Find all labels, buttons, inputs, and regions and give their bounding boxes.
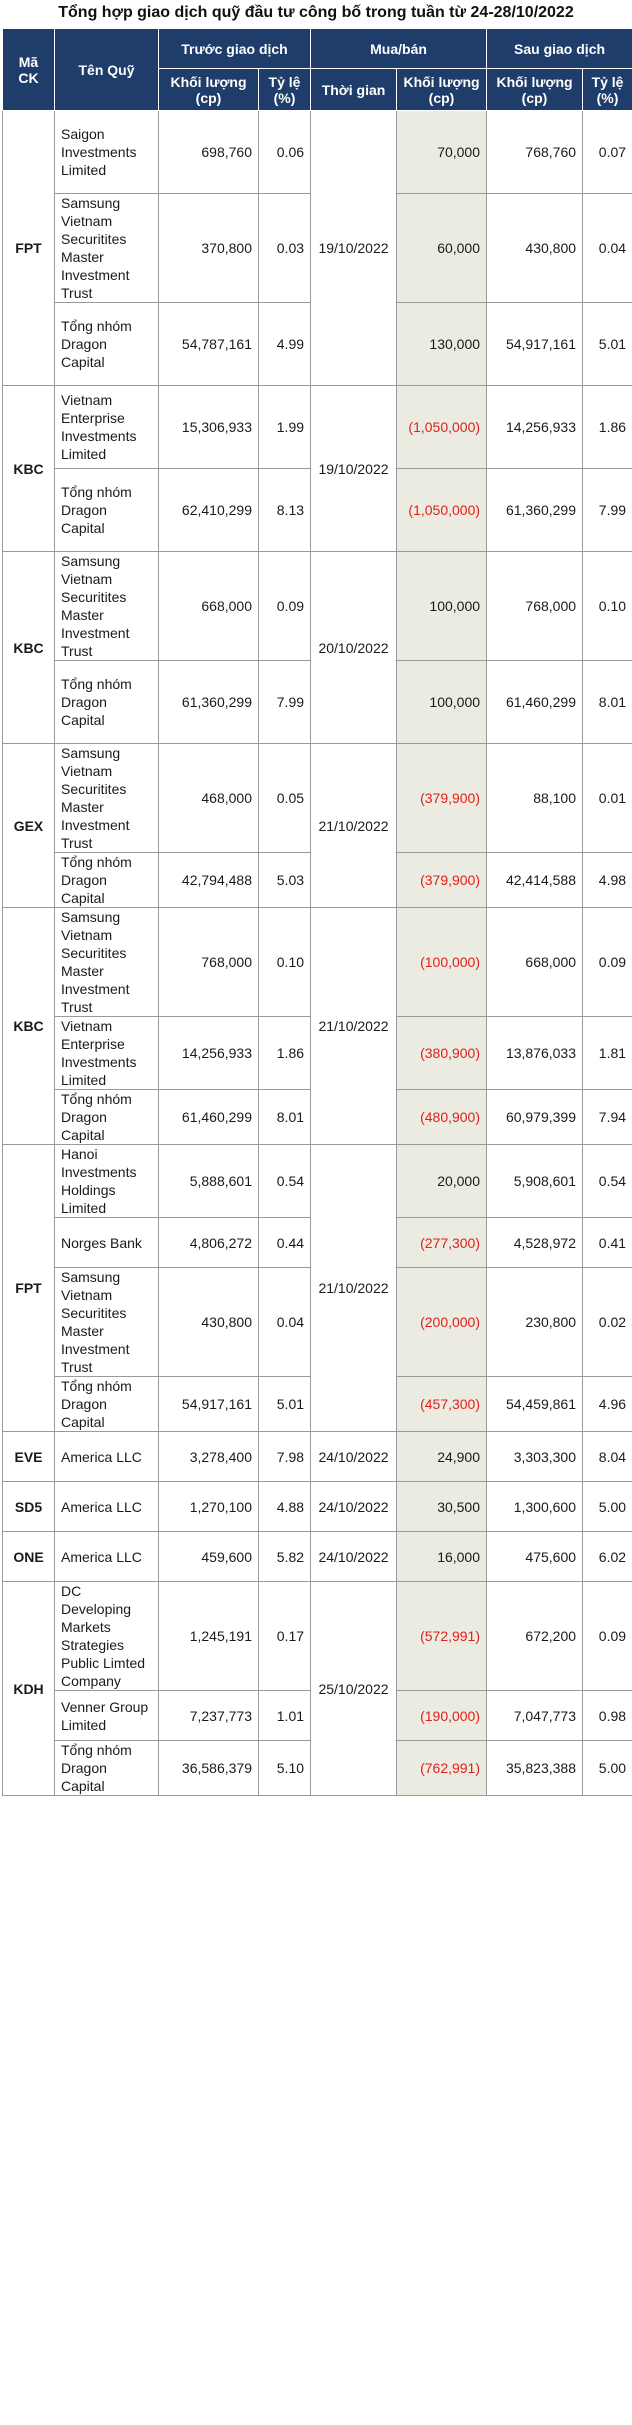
ticker-cell: KBC (3, 552, 55, 744)
after-ratio-cell: 0.04 (583, 194, 632, 303)
table-row (3, 1482, 632, 1532)
after-volume-cell: 768,000 (487, 552, 583, 661)
after-volume-cell: 88,100 (487, 744, 583, 853)
before-ratio-cell: 5.03 (259, 853, 311, 908)
ticker-cell: ONE (3, 1532, 55, 1582)
fund-name-cell: Tổng nhóm Dragon Capital (55, 1377, 159, 1432)
trade-volume-cell: (480,900) (397, 1090, 487, 1145)
after-volume-cell: 1,300,600 (487, 1482, 583, 1532)
before-ratio-cell: 7.99 (259, 661, 311, 744)
trade-volume-cell: (380,900) (397, 1017, 487, 1090)
fund-name-cell: DC Developing Markets Strategies Public Limted Company (55, 1582, 159, 1691)
fund-transactions-table (2, 28, 632, 1796)
after-volume-cell: 14,256,933 (487, 386, 583, 469)
trade-date-cell: 24/10/2022 (311, 1482, 397, 1532)
table-row (3, 1582, 632, 1691)
after-ratio-cell: 5.00 (583, 1741, 632, 1796)
after-ratio-cell: 0.07 (583, 111, 632, 194)
fund-name-cell: Tổng nhóm Dragon Capital (55, 303, 159, 386)
after-ratio-cell: 1.86 (583, 386, 632, 469)
before-volume-cell: 430,800 (159, 1268, 259, 1377)
header-thoi-gian: Thời gian (311, 69, 397, 111)
fund-name-cell: Tổng nhóm Dragon Capital (55, 853, 159, 908)
after-volume-cell: 61,360,299 (487, 469, 583, 552)
after-volume-cell: 672,200 (487, 1582, 583, 1691)
table-row (3, 908, 632, 1017)
before-volume-cell: 42,794,488 (159, 853, 259, 908)
trade-volume-cell: 16,000 (397, 1532, 487, 1582)
before-ratio-cell: 1.86 (259, 1017, 311, 1090)
after-volume-cell: 5,908,601 (487, 1145, 583, 1218)
fund-name-cell: Samsung Vietnam Securitites Master Investment Trust (55, 194, 159, 303)
header-sau-giao-dich: Sau giao dịch (487, 29, 632, 69)
trade-volume-cell: 70,000 (397, 111, 487, 194)
before-ratio-cell: 1.01 (259, 1691, 311, 1741)
trade-date-cell: 21/10/2022 (311, 1145, 397, 1432)
fund-name-cell: Venner Group Limited (55, 1691, 159, 1741)
after-volume-cell: 475,600 (487, 1532, 583, 1582)
table-row (3, 1432, 632, 1482)
fund-name-cell: Samsung Vietnam Securitites Master Investment Trust (55, 552, 159, 661)
trade-volume-cell: (200,000) (397, 1268, 487, 1377)
before-ratio-cell: 0.17 (259, 1582, 311, 1691)
before-volume-cell: 54,787,161 (159, 303, 259, 386)
before-ratio-cell: 4.99 (259, 303, 311, 386)
fund-name-cell: Vietnam Enterprise Investments Limited (55, 1017, 159, 1090)
before-volume-cell: 1,270,100 (159, 1482, 259, 1532)
trade-date-cell: 24/10/2022 (311, 1532, 397, 1582)
after-ratio-cell: 0.54 (583, 1145, 632, 1218)
fund-name-cell: Tổng nhóm Dragon Capital (55, 1090, 159, 1145)
before-volume-cell: 3,278,400 (159, 1432, 259, 1482)
after-volume-cell: 4,528,972 (487, 1218, 583, 1268)
before-volume-cell: 62,410,299 (159, 469, 259, 552)
trade-date-cell: 20/10/2022 (311, 552, 397, 744)
before-ratio-cell: 0.06 (259, 111, 311, 194)
before-ratio-cell: 0.54 (259, 1145, 311, 1218)
ticker-cell: KBC (3, 386, 55, 552)
after-ratio-cell: 5.01 (583, 303, 632, 386)
header-ty-le-sau: Tỷ lệ (%) (583, 69, 632, 111)
before-volume-cell: 4,806,272 (159, 1218, 259, 1268)
ticker-cell: KDH (3, 1582, 55, 1796)
after-ratio-cell: 0.09 (583, 908, 632, 1017)
after-ratio-cell: 5.00 (583, 1482, 632, 1532)
trade-volume-cell: (457,300) (397, 1377, 487, 1432)
after-ratio-cell: 0.41 (583, 1218, 632, 1268)
trade-date-cell: 24/10/2022 (311, 1432, 397, 1482)
fund-name-cell: America LLC (55, 1432, 159, 1482)
header-khoi-luong-mua-ban: Khối lượng (cp) (397, 69, 487, 111)
table-row (3, 1145, 632, 1218)
before-volume-cell: 7,237,773 (159, 1691, 259, 1741)
before-volume-cell: 15,306,933 (159, 386, 259, 469)
header-ma-ck: Mã CK (3, 29, 55, 111)
after-volume-cell: 230,800 (487, 1268, 583, 1377)
before-volume-cell: 468,000 (159, 744, 259, 853)
trade-volume-cell: 30,500 (397, 1482, 487, 1532)
trade-volume-cell: (762,991) (397, 1741, 487, 1796)
fund-name-cell: Tổng nhóm Dragon Capital (55, 661, 159, 744)
after-volume-cell: 430,800 (487, 194, 583, 303)
before-ratio-cell: 5.82 (259, 1532, 311, 1582)
before-volume-cell: 61,460,299 (159, 1090, 259, 1145)
ticker-cell: EVE (3, 1432, 55, 1482)
trade-volume-cell: (277,300) (397, 1218, 487, 1268)
before-volume-cell: 36,586,379 (159, 1741, 259, 1796)
after-volume-cell: 42,414,588 (487, 853, 583, 908)
table-row (3, 744, 632, 853)
before-volume-cell: 370,800 (159, 194, 259, 303)
ticker-cell: SD5 (3, 1482, 55, 1532)
fund-name-cell: Samsung Vietnam Securitites Master Investment Trust (55, 908, 159, 1017)
before-volume-cell: 61,360,299 (159, 661, 259, 744)
header-mua-ban: Mua/bán (311, 29, 487, 69)
before-volume-cell: 668,000 (159, 552, 259, 661)
after-volume-cell: 54,459,861 (487, 1377, 583, 1432)
before-volume-cell: 459,600 (159, 1532, 259, 1582)
after-volume-cell: 61,460,299 (487, 661, 583, 744)
trade-date-cell: 19/10/2022 (311, 111, 397, 386)
table-row (3, 386, 632, 469)
header-ty-le-truoc: Tỷ lệ (%) (259, 69, 311, 111)
trade-date-cell: 25/10/2022 (311, 1582, 397, 1796)
fund-name-cell: Norges Bank (55, 1218, 159, 1268)
before-ratio-cell: 5.01 (259, 1377, 311, 1432)
after-volume-cell: 7,047,773 (487, 1691, 583, 1741)
after-volume-cell: 13,876,033 (487, 1017, 583, 1090)
before-ratio-cell: 5.10 (259, 1741, 311, 1796)
fund-name-cell: Tổng nhóm Dragon Capital (55, 469, 159, 552)
trade-volume-cell: 130,000 (397, 303, 487, 386)
after-ratio-cell: 0.02 (583, 1268, 632, 1377)
fund-name-cell: Samsung Vietnam Securitites Master Investment Trust (55, 1268, 159, 1377)
after-ratio-cell: 4.98 (583, 853, 632, 908)
before-volume-cell: 1,245,191 (159, 1582, 259, 1691)
ticker-cell: GEX (3, 744, 55, 908)
after-ratio-cell: 8.04 (583, 1432, 632, 1482)
before-ratio-cell: 4.88 (259, 1482, 311, 1532)
fund-name-cell: Samsung Vietnam Securitites Master Investment Trust (55, 744, 159, 853)
after-volume-cell: 60,979,399 (487, 1090, 583, 1145)
before-ratio-cell: 0.44 (259, 1218, 311, 1268)
before-ratio-cell: 0.04 (259, 1268, 311, 1377)
fund-name-cell: Vietnam Enterprise Investments Limited (55, 386, 159, 469)
fund-name-cell: Hanoi Investments Holdings Limited (55, 1145, 159, 1218)
trade-date-cell: 19/10/2022 (311, 386, 397, 552)
after-ratio-cell: 0.10 (583, 552, 632, 661)
header-khoi-luong-sau: Khối lượng (cp) (487, 69, 583, 111)
before-ratio-cell: 0.05 (259, 744, 311, 853)
trade-volume-cell: (1,050,000) (397, 469, 487, 552)
after-ratio-cell: 8.01 (583, 661, 632, 744)
fund-name-cell: America LLC (55, 1532, 159, 1582)
trade-volume-cell: (190,000) (397, 1691, 487, 1741)
trade-volume-cell: (379,900) (397, 853, 487, 908)
before-volume-cell: 14,256,933 (159, 1017, 259, 1090)
trade-volume-cell: 24,900 (397, 1432, 487, 1482)
trade-volume-cell: (1,050,000) (397, 386, 487, 469)
header-khoi-luong-truoc: Khối lượng (cp) (159, 69, 259, 111)
trade-volume-cell: (100,000) (397, 908, 487, 1017)
fund-name-cell: America LLC (55, 1482, 159, 1532)
ticker-cell: FPT (3, 111, 55, 386)
after-ratio-cell: 4.96 (583, 1377, 632, 1432)
page-title: Tổng hợp giao dịch quỹ đầu tư công bố trong tuần từ 24-28/10/2022 (58, 4, 574, 21)
after-ratio-cell: 1.81 (583, 1017, 632, 1090)
before-ratio-cell: 8.01 (259, 1090, 311, 1145)
before-volume-cell: 54,917,161 (159, 1377, 259, 1432)
header-ten-quy: Tên Quỹ (55, 29, 159, 111)
ticker-cell: KBC (3, 908, 55, 1145)
before-volume-cell: 5,888,601 (159, 1145, 259, 1218)
trade-volume-cell: (572,991) (397, 1582, 487, 1691)
before-ratio-cell: 0.10 (259, 908, 311, 1017)
trade-date-cell: 21/10/2022 (311, 908, 397, 1145)
before-volume-cell: 698,760 (159, 111, 259, 194)
fund-name-cell: Tổng nhóm Dragon Capital (55, 1741, 159, 1796)
after-volume-cell: 54,917,161 (487, 303, 583, 386)
trade-volume-cell: 100,000 (397, 552, 487, 661)
table-row (3, 111, 632, 194)
before-ratio-cell: 1.99 (259, 386, 311, 469)
after-volume-cell: 668,000 (487, 908, 583, 1017)
after-ratio-cell: 0.98 (583, 1691, 632, 1741)
header-truoc-giao-dich: Trước giao dịch (159, 29, 311, 69)
table-row (3, 552, 632, 661)
after-ratio-cell: 7.94 (583, 1090, 632, 1145)
after-volume-cell: 35,823,388 (487, 1741, 583, 1796)
after-ratio-cell: 6.02 (583, 1532, 632, 1582)
table-header (3, 29, 632, 111)
after-ratio-cell: 7.99 (583, 469, 632, 552)
after-ratio-cell: 0.09 (583, 1582, 632, 1691)
table-body (3, 111, 632, 1796)
before-volume-cell: 768,000 (159, 908, 259, 1017)
trade-volume-cell: (379,900) (397, 744, 487, 853)
trade-date-cell: 21/10/2022 (311, 744, 397, 908)
after-ratio-cell: 0.01 (583, 744, 632, 853)
before-ratio-cell: 0.03 (259, 194, 311, 303)
trade-volume-cell: 100,000 (397, 661, 487, 744)
after-volume-cell: 768,760 (487, 111, 583, 194)
fund-name-cell: Saigon Investments Limited (55, 111, 159, 194)
trade-volume-cell: 20,000 (397, 1145, 487, 1218)
ticker-cell: FPT (3, 1145, 55, 1432)
trade-volume-cell: 60,000 (397, 194, 487, 303)
before-ratio-cell: 0.09 (259, 552, 311, 661)
after-volume-cell: 3,303,300 (487, 1432, 583, 1482)
table-row (3, 1532, 632, 1582)
before-ratio-cell: 7.98 (259, 1432, 311, 1482)
before-ratio-cell: 8.13 (259, 469, 311, 552)
